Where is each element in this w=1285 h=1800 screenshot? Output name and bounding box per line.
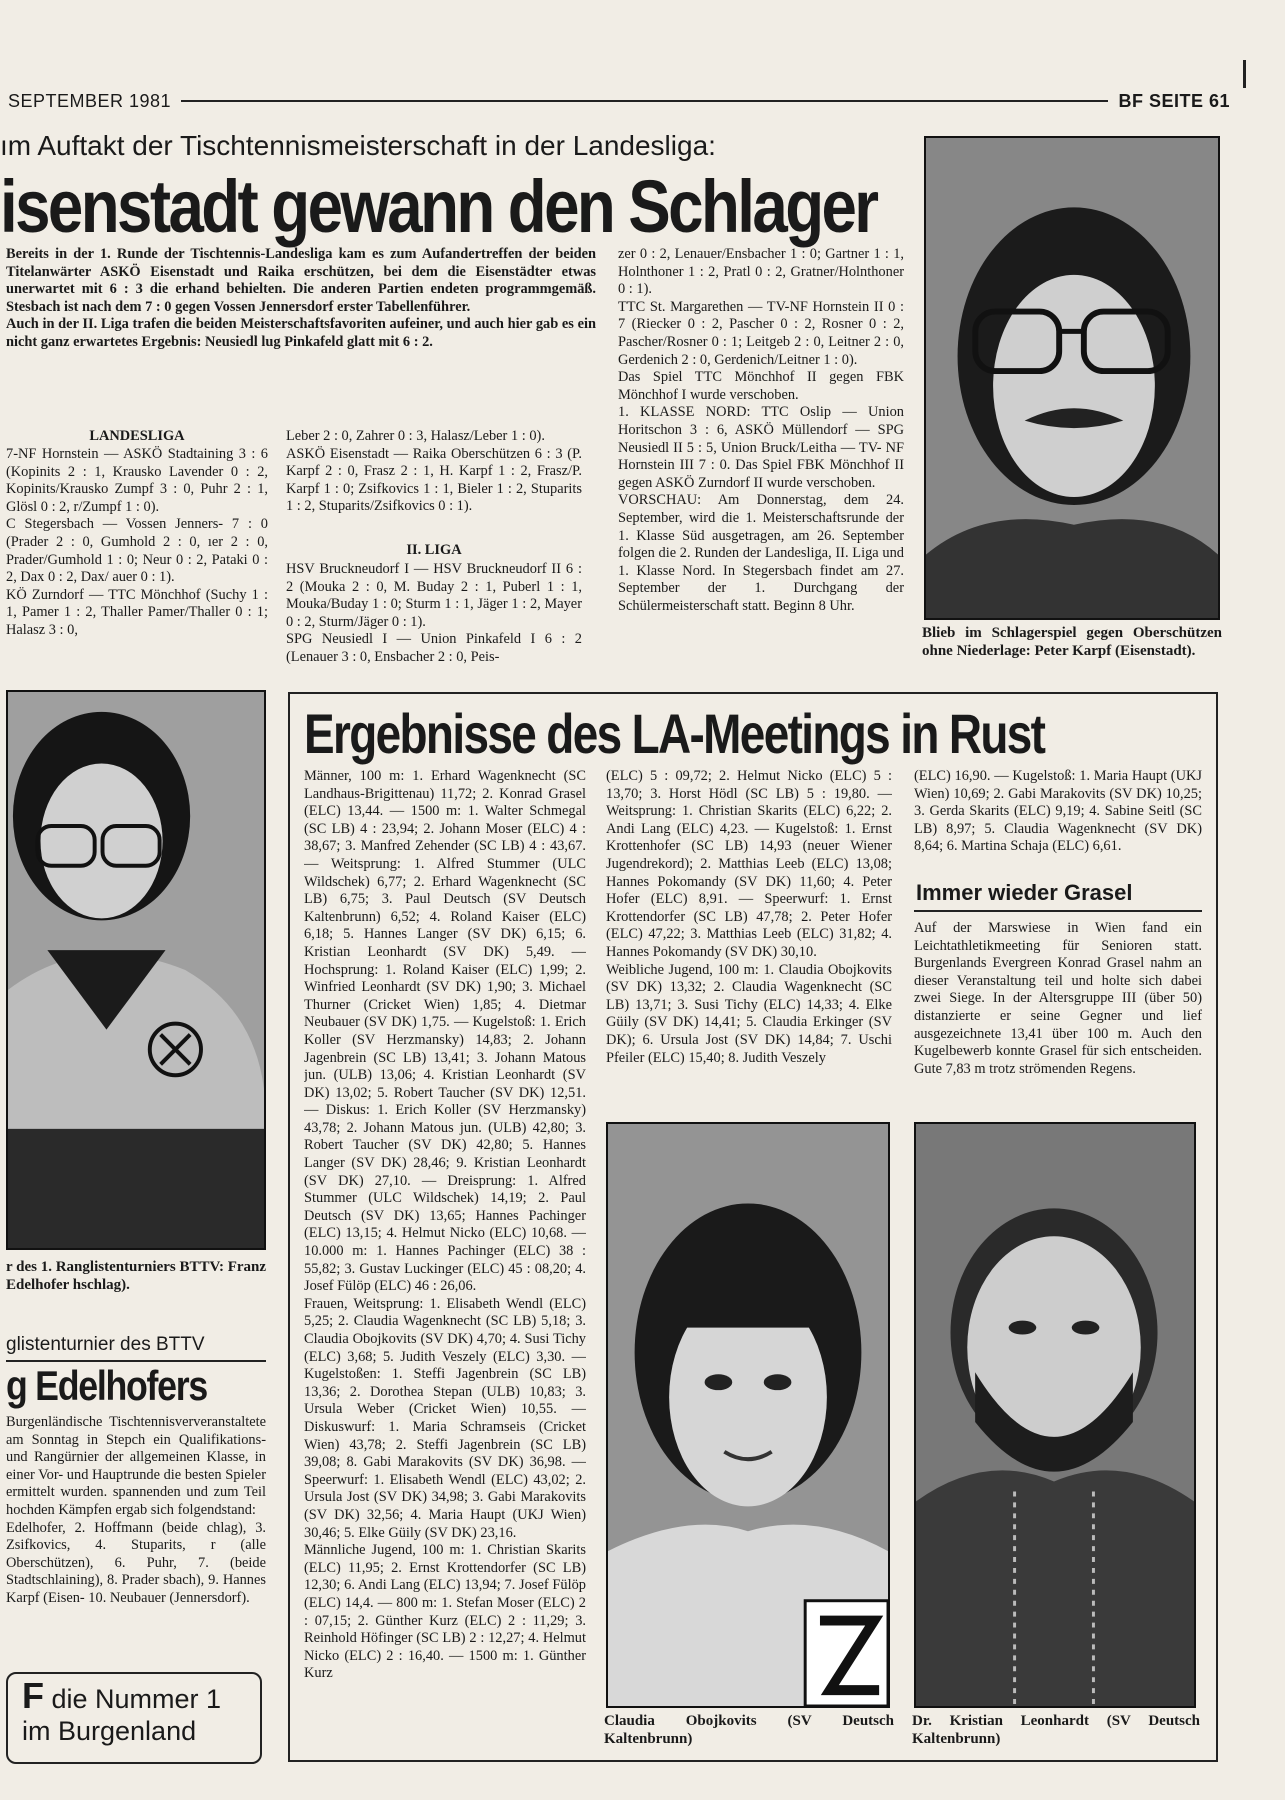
photo-claudia-obojkovits [606,1122,890,1708]
grasel-rule [914,910,1202,912]
tt-sub-liga2: II. LIGA [406,542,462,558]
la-col3: (ELC) 16,90. — Kugelstoß: 1. Maria Haupt (UKJ Wien) 10,69; 2. Gabi Marakovits (SV DK) 10,25; 3. Gerda Skarits (ELC) 9,19; 4. Sabine Seitl (SC LB) 8,97; 5. Claudia Wagenknecht (SV DK) 8,64; 6. Martina Schaja (ELC) 6,61. [914,768,1202,855]
tt-col3: zer 0 : 2, Lenauer/Ensbacher 1 : 0; Gartner 1 : 1, Holnthoner 1 : 2, Pratl 0 : 2, Gratner/Holnthoner 0 : 1). TTC St. Margarethen — TV-NF Hornstein II 0 : 7 (Riecker 0 : 2, Pascher 0 : 2, Rosner 0 : 2, Pascher/Rosner 0 : 1; Leitgeb 2 : 0, Leitner 2 : 0, Gerdenich 2 : 0, Gerdenich/Leitner 1 : 0). Das Spiel TTC Mönchhof II gegen FBK Mönchhof I wurde verschoben. 1. KLASSE NORD: TTC Oslip — Union Horitschon 3 : 6, ASKÖ Müllendorf — SPG Neusiedl II 5 : 5, Union Bruck/Leitha — TV- NF Hornstein III 7 : 0. Das Spiel FBK Mönchhof II gegen ASKÖ Zurndorf II wurde verschoben. VORSCHAU: Am Donnerstag, dem 24. September, wird die 1. Meisterschaftsrunde der 1. Klasse Süd ausgetragen, am 26. September folgen die 2. Runden der Landesliga, II. Liga und 1. Klasse Nord. In Stegersbach findet am 27. September der 1. Durchgang der Schülermeisterschaft statt. Beginn 8 Uhr. [618,246,904,614]
edelhofer-kicker: glistenturnier des BTTV [6,1334,205,1355]
la-col1: Männer, 100 m: 1. Erhard Wagenknecht (SC Landhaus-Brigittenau) 11,72; 2. Konrad Grasel (ELC) 13,44. — 1500 m: 1. Walter Schmegal (SC LB) 4 : 23,94; 2. Johann Moser (ELC) 4 : 38,67; 3. Manfred Zehender (SC LB) 4 : 43,67. — Weitsprung: 1. Alfred Stummer (ULC Wildschek) 6,77; 2. Erhard Wagenknecht (SC LB) 6,75; 3. Paul Deutsch (SV Deutsch Kaltenbrunn) 6,52; 4. Roland Kaiser (ELC) 6,18; 5. Hannes Langer (SV DK) 6,15; 6. Kristian Leonhardt (SV DK) 5,49. — Hochsprung: 1. Roland Kaiser (ELC) 1,99; 2. Winfried Leonhardt (SV DK) 1,90; 3. Michael Thurner (Cricket Wien) 1,85; 4. Dietmar Neubauer (SV DK) 1,75. — Kugelstoß: 1. Erich Koller (SV Herzmansky) 14,83; 2. Johann Jagenbrein (SC LB) 13,41; 3. Johann Matous jun. (ULB) 13,06; 4. Kristian Leonhardt (SV DK) 13,02; 5. Robert Taucher (SV DK) 12,51. — Diskus: 1. Erich Koller (SV Herzmansky) 43,78; 2. Johann Matous jun. (ULB) 42,80; 3. Robert Taucher (SV DK) 42,80; 5. Hannes Langer (SV DK) 28,46; 9. Kristian Leonhardt (SV DK) 27,10. — Dreisprung: 1. Alfred Stummer (ULC Wildschek) 14,19; 2. Paul Deutsch (SV DK) 13,65; Hannes Pachinger (ELC) 13,15; 4. Helmut Nicko (ELC) 10,68. — 10.000 m: 1. Hannes Pachinger (ELC) 38 : 55,82; 3. Gustav Luckinger (ELC) 45 : 08,20; 4. Josef Fülöp (ELC) 46 : 26,06. Frauen, Weitsprung: 1. Elisabeth Wendl (ELC) 5,25; 2. Claudia Wagenknecht (SC LB) 5,18; 3. Claudia Obojkovits (SV DK) 4,70; 4. Susi Tichy (ELC) 3,68; 5. Judith Veszely (ELC) 3,30. — Kugelstoßen: 1. Steffi Jagenbrein (SC LB) 13,36; 2. Dorothea Stepan (ULB) 10,83; 3. Ursula Weber (Cricket Wien) 10,55. — Diskuswurf: 1. Maria Schramseis (Cricket Wien) 43,78; 2. Steffi Jagenbrein (SC LB) 39,08; 8. Gabi Marakovits (SV DK) 36,98. — Speerwurf: 1. Elisabeth Wendl (ELC) 43,02; 2. Ursula Jost (SV DK) 34,98; 3. Gabi Marakovits (SV DK) 32,56; 4. Maria Haupt (UKJ Wien) 30,46; 5. Elke Güily (SV DK) 23,16. Männliche Jugend, 100 m: 1. Christian Skarits (ELC) 11,95; 2. Ernst Krottendorfer (SC LB) 12,30; 6. Andi Lang (ELC) 13,94; 7. Josef Fülöp (ELC) 14,4. — 800 m: 1. Stefan Moser (ELC) 2 : 07,15; 2. Günther Kurz (ELC) 2 : 11,29; 3. Reinhold Höfinger (SC LB) 2 : 12,27; 4. Helmut Nicko (ELC) 2 : 16,40. — 1500 m: 1. Günther Kurz [304,768,586,1682]
photo-caption-karpf: Blieb im Schlagerspiel gegen Oberschützen ohne Niederlage: Peter Karpf (Eisenstadt). [922,625,1222,659]
promo-logo-letter: F [22,1675,44,1716]
promo-line-1: die Nummer 1 [44,1684,222,1714]
tt-col2b: HSV Bruckneudorf I — HSV Bruckneudorf II 6 : 2 (Mouka 2 : 0, M. Buday 2 : 1, Puberl 1 : 1, Mouka/Buday 1 : 0; Sturm 1 : 1, Jäger 1 : 2, Mayer 0 : 2, Sturm/Jäger 0 : 1). SPG Neusiedl I — Union Pinkafeld I 6 : 2 (Lenauer 3 : 0, Ensbacher 2 : 0, Peis- [286,561,582,665]
photo-caption-leonhardt: Dr. Kristian Leonhardt (SV Deutsch Kaltenbrunn) [912,1713,1200,1747]
bf-promo-box [6,1672,262,1764]
promo-line-2: im Burgenland [22,1716,197,1746]
edelhofer-body: Burgenländische Tischtennisververanstaltete am Sonntag in Stepch ein Qualifikations- und Rangürnier der allgemeinen Klasse, in einer Vor- und Hauptrunde die besten Spieler ermittelt wurden. spannenden und zum Teil hochden Kämpfen ergab sich folgendstand: Edelhofer, 2. Hoffmann (beide chlag), 3. Zsifkovics, 4. Stuparits, r (alle Oberschützen), 6. Puhr, 7. (beide Stadtschlaining), 8. Prader sbach), 9. Hannes Karpf (Eisen- 10. Neubauer (Jennersdorf). [6,1414,266,1606]
edelhofer-headline: g Edelhofers [6,1362,207,1409]
page-number: BF SEITE 61 [1118,90,1230,111]
issue-date: SEPTEMBER 1981 [8,90,172,111]
header-rule [181,100,1108,102]
tt-sub-landesliga: LANDESLIGA [89,428,185,444]
grasel-subhead: Immer wieder Grasel [916,880,1133,905]
tt-col2a: Leber 2 : 0, Zahrer 0 : 3, Halasz/Leber 1 : 0). ASKÖ Eisenstadt — Raika Oberschützen 6 : 3 (P. Karpf 2 : 0, Frasz 2 : 1, H. Karpf 1 : 2, Frasz/P. Karpf 1 : 0; Zsifkovics 1 : 1, Bieler 1 : 2, Stuparits 1 : 2, Stuparits/Zsifkovics 0 : 1). [286,428,582,515]
photo-caption-obojkovits: Claudia Obojkovits (SV Deutsch Kaltenbrunn) [604,1713,894,1747]
tt-kicker: ım Auftakt der Tischtennismeisterschaft in der Landesliga: [0,130,716,161]
margin-mark [1243,60,1246,88]
tt-col1: 7-NF Hornstein — ASKÖ Stadtaining 3 : 6 (Kopinits 2 : 1, Krausko Lavender 0 : 2, Kopinits/Krausko Zumpf 3 : 0, Puhr 2 : 1, Glösl 0 : 2, r/Zumpf 1 : 0). C Stegersbach — Vossen Jenners- 7 : 0 (Prader 2 : 0, Gumhold 2 : 0, ıer 2 : 0, Prader/Gumhold 1 : 0; Neur 0 : 2, Pataki 0 : 2, Dax 0 : 2, Dax/ auer 0 : 1). KÖ Zurndorf — TTC Mönchhof (Suchy 1 : 1, Pamer 1 : 2, Thaller Pamer/Thaller 0 : 1; Halasz 3 : 0, [6,446,268,638]
photo-caption-edelhofer: r des 1. Ranglistenturniers BTTV: Franz Edelhofer hschlag). [6,1259,267,1293]
photo-kristian-leonhardt [914,1122,1196,1708]
la-col2: (ELC) 5 : 09,72; 2. Helmut Nicko (ELC) 5 : 13,70; 3. Horst Hödl (SC LB) 5 : 19,80. — Weitsprung: 1. Christian Skarits (ELC) 6,22; 2. Andi Lang (ELC) 4,23. — Kugelstoß: 1. Ernst Krottenhofer (SC LB) 14,93 (neuer Wiener Jugendrekord); 2. Matthias Leeb (ELC) 13,08; Hannes Pokomandy (SV DK) 11,60; 4. Peter Hofer (ELC) 8,91. — Speerwurf: 1. Ernst Krottendorfer (SC LB) 47,78; 2. Peter Hofer (ELC) 47,22; 3. Matthias Leeb (ELC) 31,82; 4. Hannes Pokomandy (SV DK) 30,10. Weibliche Jugend, 100 m: 1. Claudia Obojkovits (SV DK) 13,32; 2. Claudia Wagenknecht (SC LB) 13,71; 3. Susi Tichy (ELC) 14,33; 4. Elke Güily (SV DK) 14,41; 5. Claudia Erkinger (SV DK); 6. Ursula Jost (SV DK) 14,84; 7. Uschi Pfeiler (ELC) 15,40; 8. Judith Veszely [606,768,892,1066]
la-headline: Ergebnisse des LA-Meetings in Rust [304,702,1045,765]
photo-franz-edelhofer [6,690,266,1250]
grasel-body: Auf der Marswiese in Wien fand ein Leichtathletikmeeting für Senioren statt. Burgenlands Evergreen Konrad Grasel nahm an dieser Veranstaltung teil und holte sich dabei zwei Siege. In der Altersgruppe III (über 50) distanzierte er seine Gegner und lief ausgezeichnete 13,41 über 100 m. Auch den Kugelbewerb konnte Grasel für sich entscheiden. Gute 7,83 m trotz strömenden Regens. [914,920,1202,1077]
tt-lead: Bereits in der 1. Runde der Tischtennis-Landesliga kam es zum Aufandertreffen der beiden Titelanwärter ASKÖ Eisenstadt und Raika erschützen, bei dem die Eisenstädter etwas unerwartet mit 6 : 3 die erhand behielten. Die anderen Partien endeten programmgemäß. Stesbach ist nach dem 7 : 0 gegen Vossen Jennersdorf erster Tabellenführer. Auch in der II. Liga trafen die beiden Meisterschaftsfavoriten aufeiner, und auch hier gab es ein nicht ganz erwartetes Ergebnis: Neusiedl lug Pinkafeld glatt mit 6 : 2. [6,246,596,350]
photo-peter-karpf [924,136,1220,620]
tt-headline: isenstadt gewann den Schlager [0,165,877,248]
page-header [0,88,1230,114]
